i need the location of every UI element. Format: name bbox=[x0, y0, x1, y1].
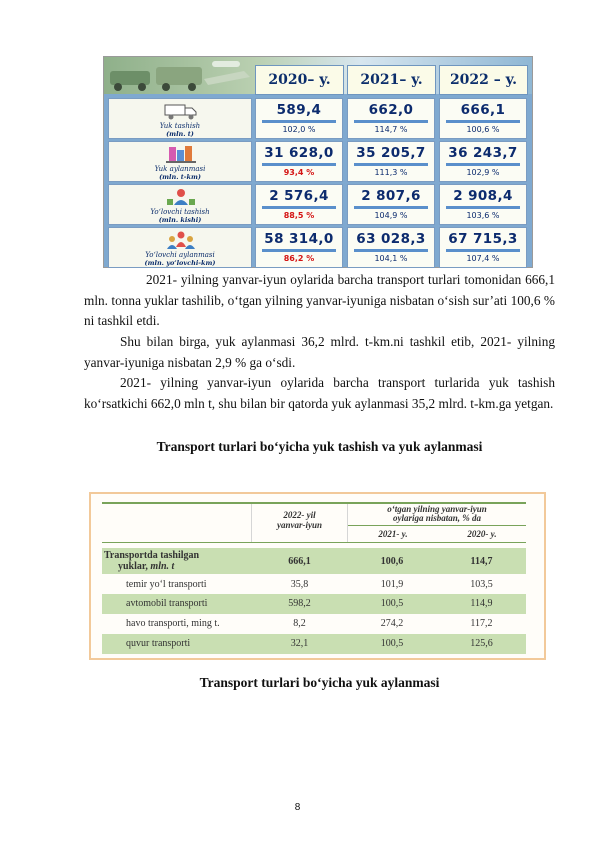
paragraph: 2021- yilning yanvar-iyun oylarida barcha transport turlarida yuk tashish ko‘rsatkichi 662,0 mln t, shu bilan bir qatorda yuk aylanmasi 35,2 mlrd. t-km.ga yetgan. bbox=[84, 375, 555, 411]
table-row: havo transporti, ming t. 8,2 274,2 117,2 bbox=[126, 618, 493, 629]
value-cell: 67 715,3 107,4 % bbox=[439, 227, 527, 268]
value-cell: 63 028,3 104,1 % bbox=[347, 227, 435, 268]
row-label-freight-turnover: Yuk aylanmasi (mln. t-km) bbox=[108, 141, 252, 182]
table-rule bbox=[348, 525, 526, 526]
people-icon bbox=[163, 230, 199, 250]
value-cell: 2 908,4 103,6 % bbox=[439, 184, 527, 225]
year-header: 2021– y. bbox=[347, 65, 436, 95]
truck-icon bbox=[163, 101, 199, 121]
paragraph: Shu bilan birga, yuk aylanmasi 36,2 mlrd. t-km.ni tashkil etib, 2021- yilning yanvar-iyuniga nisbatan 2,9 % ga o‘sdi. bbox=[84, 334, 555, 370]
col-header-2022: 2022- yil bbox=[283, 510, 316, 520]
col-header-period: yanvar-iyun bbox=[277, 520, 322, 530]
row-label-passengers: Yo‘lovchi tashish (mln. kishi) bbox=[108, 184, 252, 225]
table-row-total: Transportda tashilgan yuklar, mln. t 666,1 100,6 114,7 bbox=[102, 548, 526, 574]
cargo-icon bbox=[163, 144, 199, 164]
table-caption: Transport turlari bo‘yicha yuk tashish va yuk aylanmasi bbox=[156, 439, 483, 454]
transport-table bbox=[89, 492, 546, 660]
passenger-icon bbox=[163, 187, 199, 207]
section-caption: Transport turlari bo‘yicha yuk aylanmasi bbox=[199, 675, 440, 690]
value-cell: 2 807,6 104,9 % bbox=[347, 184, 435, 225]
group-header: oylariga nisbatan, % da bbox=[392, 513, 481, 523]
col-header-2020: 2020- y. bbox=[467, 529, 497, 539]
value-cell: 662,0 114,7 % bbox=[347, 98, 435, 139]
page-number: 8 bbox=[294, 802, 301, 813]
vehicles-illustration bbox=[104, 57, 254, 94]
row-label-passenger-turnover: Yo‘lovchi aylanmasi (mln. yo‘lovchi-km) bbox=[108, 227, 252, 268]
group-header: o‘tgan yilning yanvar-iyun bbox=[387, 504, 487, 514]
value-cell: 2 576,4 88,5 % bbox=[255, 184, 343, 225]
col-header-2021: 2021- y. bbox=[378, 529, 408, 539]
value-cell: 589,4 102,0 % bbox=[255, 98, 343, 139]
value-cell: 58 314,0 86,2 % bbox=[255, 227, 343, 268]
transport-infographic bbox=[103, 56, 533, 268]
value-cell: 666,1 100,6 % bbox=[439, 98, 527, 139]
value-cell: 36 243,7 102,9 % bbox=[439, 141, 527, 182]
table-row: temir yo‘l transporti 35,8 101,9 103,5 bbox=[126, 579, 493, 590]
year-header: 2022 – y. bbox=[439, 65, 528, 95]
paragraph: 2021- yilning yanvar-iyun oylarida barcha transport turlari tomonidan 666,1 mln. tonna yuklar tashilib, o‘tgan yilning yanvar-iyuniga nisbatan o‘sish sur’ati 100,6 % ni tashkil etdi. bbox=[84, 272, 555, 328]
value-cell: 31 628,0 93,4 % bbox=[255, 141, 343, 182]
value-cell: 35 205,7 111,3 % bbox=[347, 141, 435, 182]
table-row: quvur transporti 32,1 100,5 125,6 bbox=[102, 634, 526, 654]
row-label-freight: Yuk tashish (mln. t) bbox=[108, 98, 252, 139]
table-rule bbox=[102, 542, 526, 543]
table-row: avtomobil transporti 598,2 100,5 114,9 bbox=[102, 594, 526, 614]
year-header: 2020– y. bbox=[255, 65, 344, 95]
